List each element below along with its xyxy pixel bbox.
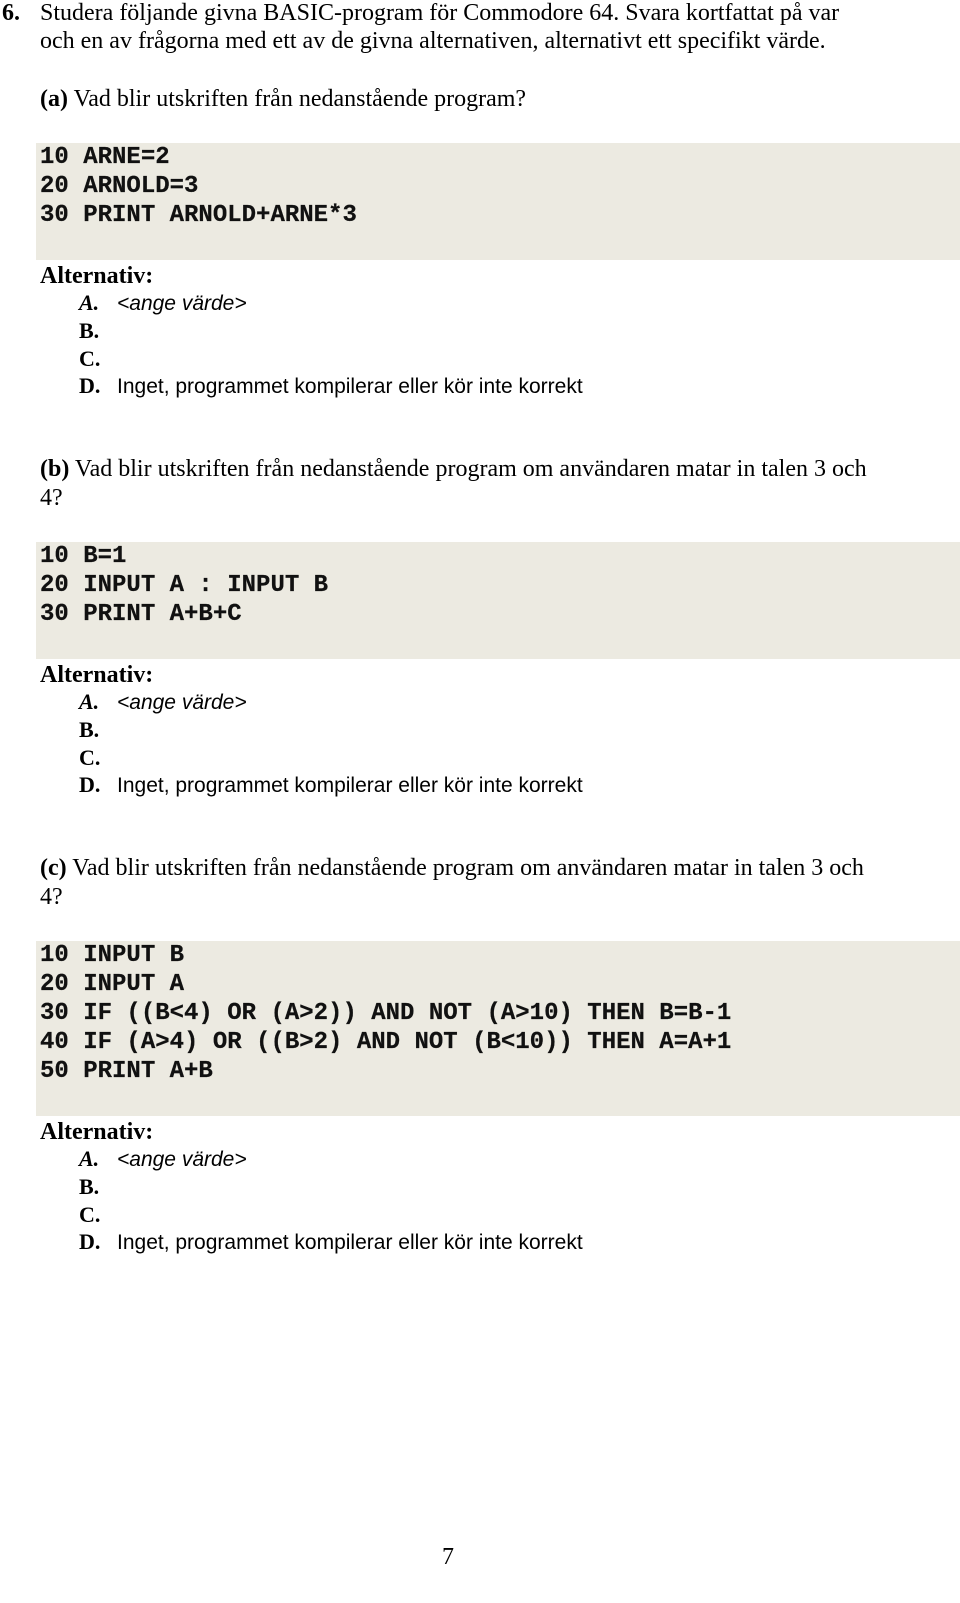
option-letter: C. <box>79 745 101 770</box>
part-a-question-text: Vad blir utskriften från nedanstående program? <box>73 86 527 112</box>
part-c-question-text: Vad blir utskriften från nedanstående program om användaren matar in talen 3 och <box>72 855 864 881</box>
question-number: 6. <box>2 0 20 26</box>
part-c-option-a <box>79 1145 247 1174</box>
code-line: 20 INPUT A <box>40 971 185 998</box>
part-b-question <box>40 454 867 484</box>
option-text: <ange värde> <box>117 691 247 714</box>
code-line: 10 INPUT B <box>40 942 185 969</box>
part-c-option-b <box>79 1173 117 1202</box>
part-c-alternatives-heading: Alternativ: <box>40 1119 154 1145</box>
part-b-question-line-2: 4? <box>40 485 63 511</box>
code-line: 10 B=1 <box>40 543 127 570</box>
part-b-option-a <box>79 688 247 717</box>
option-text: Inget, programmet kompilerar eller kör inte korrekt <box>117 774 583 797</box>
code-line: 50 PRINT A+B <box>40 1058 213 1085</box>
part-b-option-c <box>79 744 117 773</box>
option-letter: D. <box>79 373 101 398</box>
part-c-question-line-2: 4? <box>40 884 63 910</box>
option-letter: C. <box>79 1202 101 1227</box>
part-a-question <box>40 84 526 114</box>
code-line: 30 PRINT A+B+C <box>40 601 242 628</box>
option-letter: A. <box>79 1146 100 1171</box>
part-a-option-d <box>79 372 583 401</box>
part-c-option-d <box>79 1228 583 1257</box>
part-a-label: (a) <box>40 86 68 112</box>
option-letter: D. <box>79 1229 101 1254</box>
part-a-option-c <box>79 345 117 374</box>
option-letter: B. <box>79 717 100 742</box>
option-letter: A. <box>79 290 100 315</box>
code-line: 40 IF (A>4) OR ((B>2) AND NOT (B<10)) THEN A=A+1 <box>40 1029 732 1056</box>
part-a-code-block <box>36 143 960 260</box>
part-b-question-text: Vad blir utskriften från nedanstående program om användaren matar in talen 3 och <box>74 456 867 482</box>
question-intro-line-2: och en av frågorna med ett av de givna alternativen, alternativt ett specifikt värde. <box>40 28 826 54</box>
code-line: 20 INPUT A : INPUT B <box>40 572 329 599</box>
option-text: <ange värde> <box>117 1148 247 1171</box>
page-number: 7 <box>442 1544 454 1570</box>
part-b-alternatives-heading: Alternativ: <box>40 662 154 688</box>
part-c-option-c <box>79 1201 117 1230</box>
code-line: 30 IF ((B<4) OR (A>2)) AND NOT (A>10) THEN B=B-1 <box>40 1000 732 1027</box>
option-letter: B. <box>79 1174 100 1199</box>
part-c-question <box>40 853 864 883</box>
option-letter: B. <box>79 318 100 343</box>
option-letter: A. <box>79 689 100 714</box>
part-c-label: (c) <box>40 855 67 881</box>
option-letter: D. <box>79 772 101 797</box>
option-text: <ange värde> <box>117 292 247 315</box>
part-b-label: (b) <box>40 456 70 482</box>
part-a-alternatives-heading: Alternativ: <box>40 263 154 289</box>
code-line: 10 ARNE=2 <box>40 144 170 171</box>
option-text: Inget, programmet kompilerar eller kör inte korrekt <box>117 1231 583 1254</box>
part-b-code-block <box>36 542 960 659</box>
code-line: 20 ARNOLD=3 <box>40 173 199 200</box>
part-c-code-block <box>36 941 960 1116</box>
question-intro-line-1: Studera följande givna BASIC-program för Commodore 64. Svara kortfattat på var <box>40 0 840 26</box>
option-letter: C. <box>79 346 101 371</box>
part-a-option-b <box>79 317 117 346</box>
part-b-option-b <box>79 716 117 745</box>
option-text: Inget, programmet kompilerar eller kör inte korrekt <box>117 375 583 398</box>
part-a-option-a <box>79 289 247 318</box>
code-line: 30 PRINT ARNOLD+ARNE*3 <box>40 202 357 229</box>
part-b-option-d <box>79 771 583 800</box>
